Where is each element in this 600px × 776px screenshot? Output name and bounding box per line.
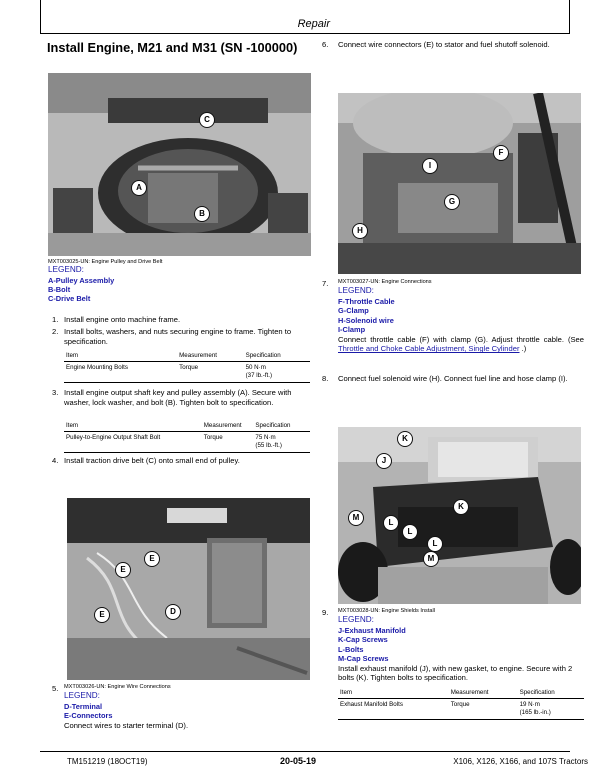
legend-title: LEGEND: xyxy=(64,691,100,701)
legend-title: LEGEND: xyxy=(48,265,84,274)
col-header-measurement: Measurement xyxy=(177,351,243,361)
step-text: Connect wires to starter terminal (D). xyxy=(64,720,189,730)
step-number: 9. xyxy=(322,608,329,617)
legend-item: F-Throttle Cable xyxy=(338,296,395,306)
callout-l: L xyxy=(427,536,443,552)
callout-e: E xyxy=(115,562,131,578)
figure-3-caption: MXT003027-UN: Engine Connections xyxy=(338,279,432,285)
step-number: 1. xyxy=(52,315,59,324)
legend-item: A-Pulley Assembly xyxy=(48,275,115,285)
figure-engine-pulley-photo xyxy=(48,73,311,256)
spec-value: 50 N·m (37 lb.-ft.) xyxy=(244,361,310,382)
col-header-item: Item xyxy=(64,351,177,361)
callout-l: L xyxy=(383,515,399,531)
step-number: 8. xyxy=(322,374,329,383)
legend-title: LEGEND: xyxy=(338,615,374,625)
col-header-item: Item xyxy=(338,688,449,698)
step-number: 5. xyxy=(52,684,59,693)
step-3 xyxy=(52,388,314,408)
callout-a: A xyxy=(131,180,147,196)
legend-item: L-Bolts xyxy=(338,644,364,654)
callout-k: K xyxy=(453,499,469,515)
step-4 xyxy=(52,456,314,466)
spec-measurement: Torque xyxy=(449,698,518,719)
callout-i: I xyxy=(422,158,438,174)
callout-l: L xyxy=(402,524,418,540)
footer-left: TM151219 (18OCT19) xyxy=(67,757,148,766)
legend-item: D-Terminal xyxy=(64,701,103,711)
spec-table-3 xyxy=(338,688,584,720)
spec-table-1 xyxy=(64,351,310,383)
right-border xyxy=(569,0,570,33)
spec-value: 19 N·m (165 lb.-in.) xyxy=(518,698,584,719)
legend-item: H-Solenoid wire xyxy=(338,315,394,325)
step-text: Install exhaust manifold (J), with new gasket, to engine. Secure with 2 bolts (K). Tighten bolts to specification. xyxy=(338,663,573,683)
legend-title: LEGEND: xyxy=(338,286,374,296)
spec-item: Engine Mounting Bolts xyxy=(64,361,177,382)
callout-b: B xyxy=(194,206,210,222)
header-section: Repair xyxy=(297,18,330,30)
step-text: Connect wire connectors (E) to stator and fuel shutoff solenoid. xyxy=(338,40,550,49)
figure-engine-connections-photo xyxy=(338,93,581,274)
throttle-cable-adjustment-link[interactable]: Throttle and Choke Cable Adjustment, Single Cylinder xyxy=(338,344,520,354)
callout-j: J xyxy=(376,453,392,469)
figure-1-caption: MXT003025-UN: Engine Pulley and Drive Belt xyxy=(48,259,163,265)
spec-measurement: Torque xyxy=(202,431,254,452)
legend-item: K-Cap Screws xyxy=(338,635,388,645)
callout-h: H xyxy=(352,223,368,239)
legend-item: B-Bolt xyxy=(48,284,71,294)
footer-right: X106, X126, X166, and 107S Tractors xyxy=(453,757,588,766)
header-rule xyxy=(40,33,570,34)
step-1 xyxy=(52,315,314,325)
spec-table-2 xyxy=(64,421,310,453)
left-border xyxy=(40,0,41,33)
figure-2-caption: MXT003026-UN: Engine Wire Connections xyxy=(64,684,171,690)
callout-d: D xyxy=(165,604,181,620)
col-header-measurement: Measurement xyxy=(449,688,518,698)
legend-item: J-Exhaust Manifold xyxy=(338,625,406,635)
legend-1 xyxy=(48,265,114,304)
legend-item: C-Drive Belt xyxy=(48,294,91,304)
step-number: 2. xyxy=(52,327,59,336)
step-text: Connect fuel solenoid wire (H). Connect fuel line and hose clamp (I). xyxy=(338,374,568,383)
figure-engine-shields-photo xyxy=(338,427,581,604)
figure-engine-wire-photo xyxy=(67,498,310,680)
callout-e: E xyxy=(94,607,110,623)
legend-item: G-Clamp xyxy=(338,306,369,316)
step-number: 7. xyxy=(322,279,329,288)
step-5-block xyxy=(52,684,314,730)
page-title: Install Engine, M21 and M31 (SN -100000) xyxy=(47,40,298,55)
step-text: Install engine output shaft key and pulley assembly (A). Secure with washer, lock washer, and bolt (B). Tighten bolt to specification. xyxy=(64,388,292,407)
callout-g: G xyxy=(444,194,460,210)
step-number: 4. xyxy=(52,456,59,465)
spec-item: Exhaust Manifold Bolts xyxy=(338,698,449,719)
step-text: Install bolts, washers, and nuts securing engine to frame. Tighten to specification. xyxy=(64,327,292,346)
step-text: Install traction drive belt (C) onto small end of pulley. xyxy=(64,456,240,465)
callout-k: K xyxy=(397,431,413,447)
footer-page-number: 20-05-19 xyxy=(280,756,317,766)
step-number: 6. xyxy=(322,40,329,49)
footer-rule xyxy=(40,751,570,752)
step-text: Connect throttle cable (F) with clamp (G). Adjust throttle cable. (See Throttle and Choke Cable Adjustment, Single Cylinder .) xyxy=(338,334,584,354)
callout-f: F xyxy=(493,145,509,161)
legend-item: E-Connectors xyxy=(64,711,113,721)
col-header-specification: Specification xyxy=(518,688,584,698)
spec-value: 75 N·m (55 lb.-ft.) xyxy=(253,431,310,452)
legend-item: I-Clamp xyxy=(338,325,366,335)
figure-4-caption: MXT003028-UN: Engine Shields Install xyxy=(338,608,436,614)
legend-item: M-Cap Screws xyxy=(338,654,389,664)
step-2 xyxy=(52,327,314,347)
callout-c: C xyxy=(199,112,215,128)
col-header-measurement: Measurement xyxy=(202,421,254,431)
col-header-specification: Specification xyxy=(244,351,310,361)
spec-item: Pulley-to-Engine Output Shaft Bolt xyxy=(64,431,202,452)
step-number: 3. xyxy=(52,388,59,397)
step-8 xyxy=(322,374,584,384)
spec-measurement: Torque xyxy=(177,361,243,382)
callout-e: E xyxy=(144,551,160,567)
col-header-specification: Specification xyxy=(253,421,310,431)
step-7-block xyxy=(322,279,584,354)
callout-m: M xyxy=(348,510,364,526)
step-6 xyxy=(322,40,584,50)
step-text: Install engine onto machine frame. xyxy=(64,315,181,324)
step-9-block xyxy=(322,608,584,683)
col-header-item: Item xyxy=(64,421,202,431)
callout-m: M xyxy=(423,551,439,567)
